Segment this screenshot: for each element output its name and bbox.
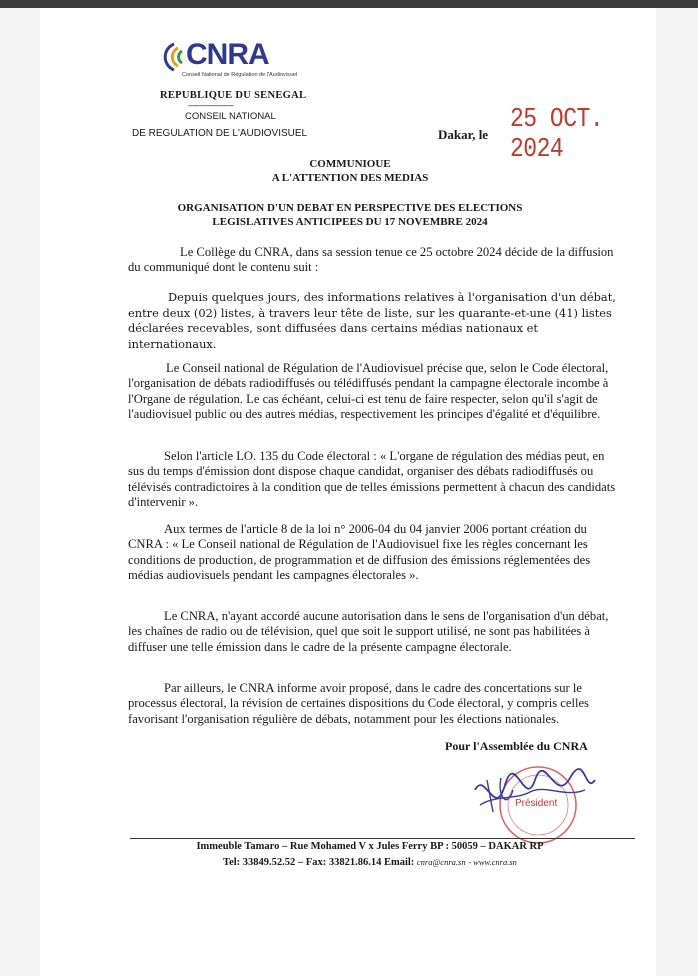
paragraph-3-text: Le Conseil national de Régulation de l'Audiovisuel précise que, selon le Code électoral, l'organisation de débats radiodiffusés ou télédiffusés pendant la campagne électorale incombe à l'Organe de régulation. Le cas échéant, celui-ci est tenu de faire respecter, selon qu'il s'agit de l'audiovisuel public ou des autres médias, respectivement les principes d'égalité et d'équilibre.	[128, 361, 609, 421]
council-line-2: DE REGULATION DE L'AUDIOVISUEL	[132, 128, 308, 139]
subject-line-1: ORGANISATION D'UN DEBAT EN PERSPECTIVE DES ELECTIONS	[177, 202, 523, 214]
place-label: Dakar, le	[438, 127, 489, 142]
paragraph-2-text: Depuis quelques jours, des informations relatives à l'organisation d'un débat, entre deux (02) listes, à travers leur tête de liste, sur les quarante-et-une (41) listes déclarées recevables, sont diffusées dans certains médias nationaux et internationaux.	[128, 290, 616, 351]
paragraph-1	[128, 245, 616, 276]
footer-divider	[130, 838, 635, 839]
paragraph-4	[128, 449, 616, 510]
paragraph-1-text: Le Collège du CNRA, dans sa session tenue ce 25 octobre 2024 décide de la diffusion du communiqué dont le contenu suit :	[128, 245, 614, 275]
signature-for-line: Pour l'Assemblée du CNRA	[445, 739, 588, 753]
separator-line: ---------------------	[188, 101, 234, 110]
logo-subtitle: Conseil National de Régulation de l'Audiovisuel	[182, 72, 298, 78]
logo-text: CNRA	[186, 38, 269, 71]
subject-line-2: LEGISLATIVES ANTICIPEES DU 17 NOVEMBRE 2024	[212, 216, 488, 228]
paragraph-5	[128, 522, 616, 583]
seal-president-text: Président	[515, 798, 558, 809]
paragraph-7	[128, 681, 616, 727]
paragraph-6-text: Le CNRA, n'ayant accordé aucune autorisation dans le sens de l'organisation d'un débat, les chaînes de radio ou de télévision, quel que soit le support utilisé, ne sont pas habilitées à diffuser une telle émission dans le cadre de la présente campagne électorale.	[128, 609, 609, 654]
footer-email: cnra@cnra.sn	[416, 857, 466, 867]
paragraph-7-text: Par ailleurs, le CNRA informe avoir proposé, dans le cadre des concertations sur le processus électoral, la révision de certaines dispositions du Code électoral, y compris celles favorisant l'organisation régulière de débats, notamment pour les élections nationales.	[128, 681, 589, 726]
cnra-logo	[160, 38, 300, 88]
footer-contact	[100, 857, 640, 868]
document-page	[40, 8, 656, 976]
paragraph-4-text: Selon l'article LO. 135 du Code électoral : « L'organe de régulation des médias peut, en sus du temps d'émission dont dispose chaque candidat, organiser des débats radiodiffusés ou télévisés contradictoires à la condition que de telles émissions permettent à chacun des candidats d'intervenir ».	[128, 449, 616, 509]
date-stamp: 25 OCT. 2024	[510, 104, 604, 164]
paragraph-6	[128, 609, 616, 655]
paragraph-3	[128, 361, 616, 422]
paragraph-5-text: Aux termes de l'article 8 de la loi n° 2006-04 du 04 janvier 2006 portant création du CNRA : « Le Conseil national de Régulation de l'Audiovisuel fixe les règles concernant les conditions de production, de programmation et de diffusion des émissions réglementées des médias audiovisuels pendant les campagnes électorales ».	[128, 522, 591, 582]
footer-address: Immeuble Tamaro – Rue Mohamed V x Jules Ferry BP : 50059 – DAKAR RP	[196, 841, 544, 852]
top-bar	[0, 0, 698, 8]
republic-heading: REPUBLIQUE DU SENEGAL	[160, 90, 307, 101]
council-line-1: CONSEIL NATIONAL	[185, 111, 276, 122]
footer-phone-fax: Tel: 33849.52.52 – Fax: 33821.86.14 Email:	[223, 857, 415, 868]
title-communique: COMMUNIOUE	[309, 158, 391, 170]
title-audience: A L'ATTENTION DES MEDIAS	[271, 172, 429, 184]
paragraph-2	[128, 290, 616, 352]
signature-and-seal	[435, 750, 615, 845]
footer-website: - www.cnra.sn	[468, 857, 517, 867]
